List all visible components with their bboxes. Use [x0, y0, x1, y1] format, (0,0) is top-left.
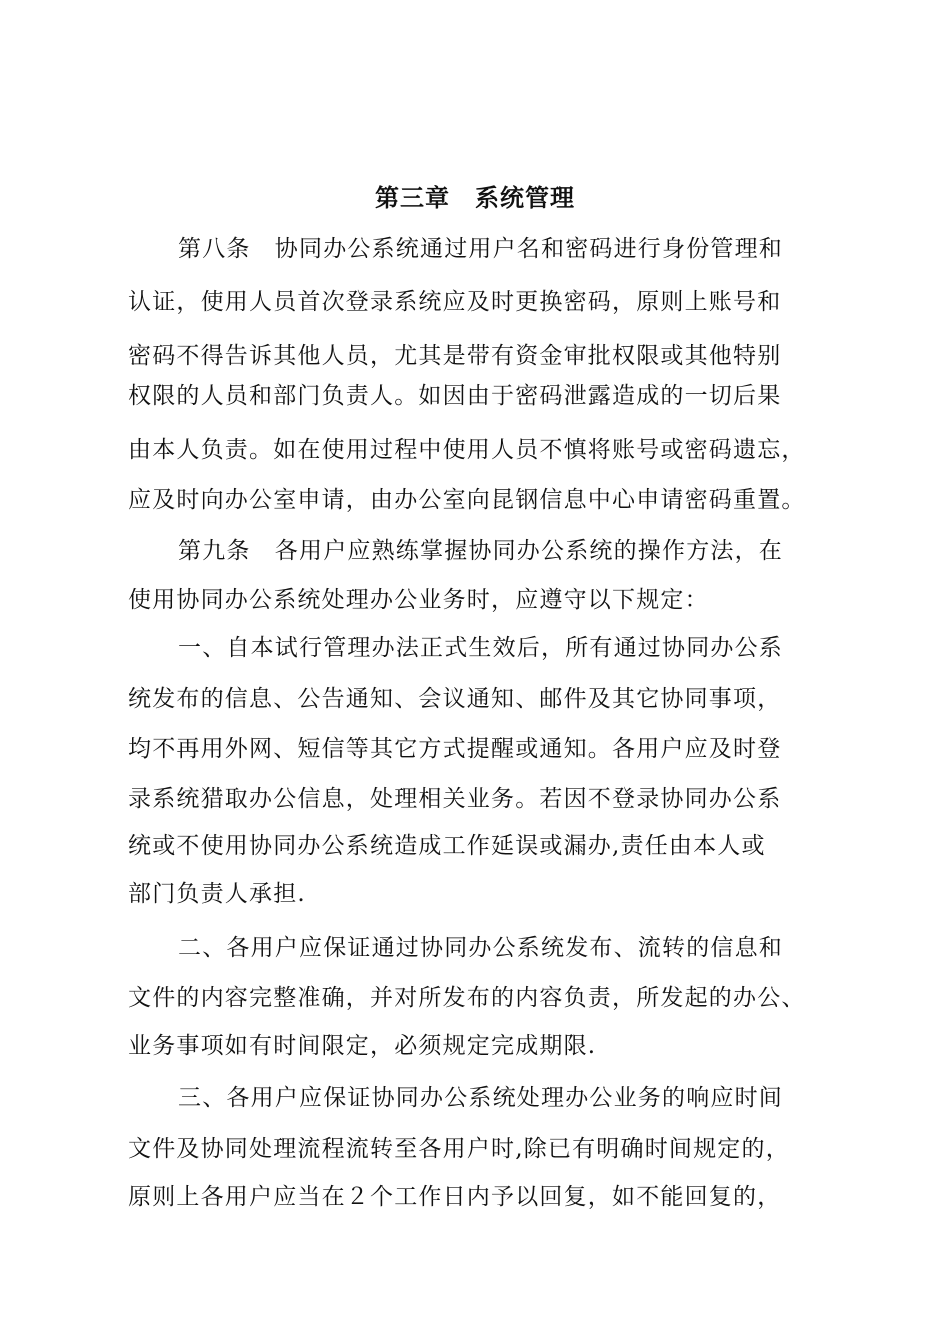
article-8-line-5: 由本人负责。如在使用过程中使用人员不慎将账号或密码遗忘， [128, 437, 806, 463]
item-1-line-1: 一、自本试行管理办法正式生效后，所有通过协同办公系 [178, 635, 783, 661]
article-8-line-4: 权限的人员和部门负责人。如因由于密码泄露造成的一切后果 [128, 383, 782, 409]
article-9-line-1: 第九条 各用户应熟练掌握协同办公系统的操作方法，在 [178, 538, 783, 564]
item-2-line-3: 业务事项如有时间限定，必须规定完成期限. [128, 1033, 597, 1059]
article-8-line-2: 认证，使用人员首次登录系统应及时更换密码，原则上账号和 [128, 289, 782, 315]
item-3-line-1: 三、各用户应保证协同办公系统处理办公业务的响应时间 [178, 1085, 783, 1111]
item-1-line-6: 部门负责人承担. [128, 881, 306, 907]
article-9-line-2: 使用协同办公系统处理办公业务时，应遵守以下规定： [128, 587, 709, 613]
item-3-line-3: 原则上各用户应当在２个工作日内予以回复，如不能回复的， [128, 1184, 782, 1210]
article-8-line-6: 应及时向办公室申请，由办公室向昆钢信息中心申请密码重置。 [128, 487, 806, 513]
item-2-line-1: 二、各用户应保证通过协同办公系统发布、流转的信息和 [178, 935, 783, 961]
item-1-line-5: 统或不使用协同办公系统造成工作延误或漏办,责任由本人或 [128, 833, 766, 859]
item-1-line-4: 录系统猎取办公信息，处理相关业务。若因不登录协同办公系 [128, 786, 782, 812]
chapter-title: 第三章 系统管理 [375, 184, 575, 212]
item-1-line-2: 统发布的信息、公告通知、会议通知、邮件及其它协同事项， [128, 686, 782, 712]
item-2-line-2: 文件的内容完整准确，并对所发布的内容负责，所发起的办公、 [128, 985, 806, 1011]
item-1-line-3: 均不再用外网、短信等其它方式提醒或通知。各用户应及时登 [128, 736, 782, 762]
item-3-line-2: 文件及协同处理流程流转至各用户时,除已有明确时间规定的， [128, 1136, 790, 1162]
article-8-line-3: 密码不得告诉其他人员，尤其是带有资金审批权限或其他特别 [128, 343, 782, 369]
article-8-line-1: 第八条 协同办公系统通过用户名和密码进行身份管理和 [178, 236, 783, 262]
